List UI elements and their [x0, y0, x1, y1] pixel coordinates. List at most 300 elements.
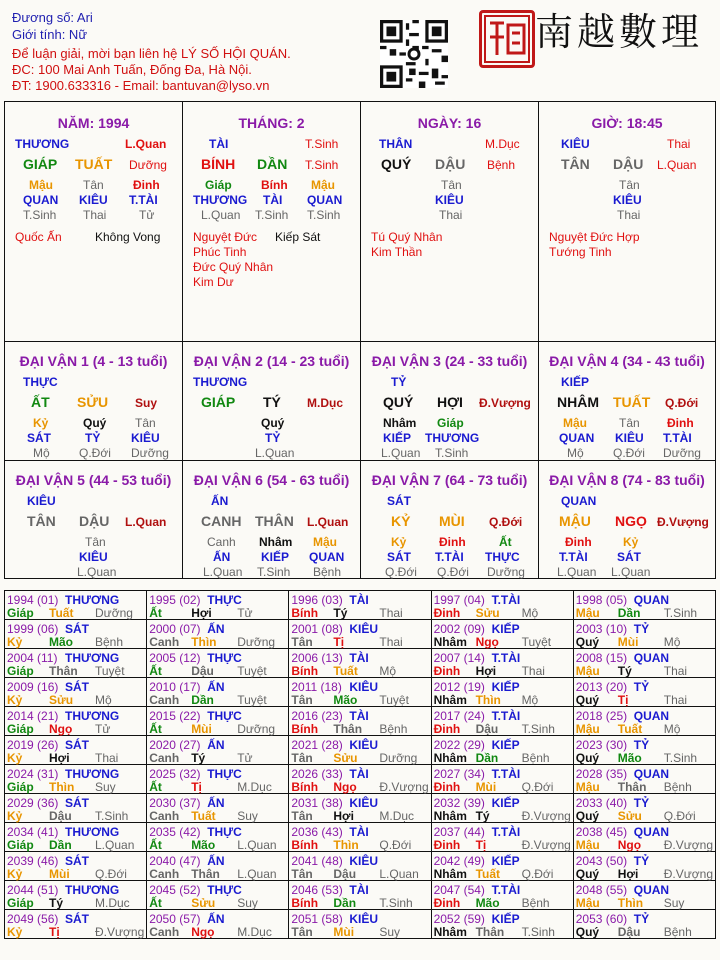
year-god: KIẾP: [491, 854, 520, 868]
year-branch: Tị: [49, 925, 60, 939]
year-cell: [573, 649, 715, 678]
year-cell: [5, 881, 147, 910]
dai-van-god: KIÊU: [27, 494, 56, 508]
year-branch: Ngọ: [617, 838, 642, 852]
pillar-god: TÀI: [209, 137, 229, 151]
year-stem: Canh: [149, 925, 180, 939]
chart-header: [0, 0, 720, 100]
year-branch: Tý: [333, 606, 348, 620]
hidden-state: L.Quan: [557, 565, 597, 579]
special-star: Không Vong: [95, 230, 161, 244]
year-label: 1999 (06): [7, 622, 59, 636]
dai-van-branch: HỢI: [437, 394, 463, 410]
year-cell: [289, 678, 431, 707]
year-branch: Thìn: [49, 780, 75, 794]
year-cell: [147, 823, 289, 852]
dai-van-title: ĐẠI VẬN 4 (34 - 43 tuổi): [549, 353, 705, 369]
year-branch: Tị: [191, 780, 202, 794]
year-state: Mộ: [663, 722, 681, 736]
pillar-branch-state: L.Quan: [657, 158, 697, 172]
dai-van-god: KIẾP: [561, 375, 590, 389]
hidden-god: TÀI: [263, 193, 283, 207]
hidden-god: T.TÀI: [129, 193, 158, 207]
year-state: M.Dục: [237, 925, 272, 939]
year-branch: Mão: [191, 838, 216, 852]
year-god: THƯƠNG: [65, 767, 120, 781]
year-state: L.Quan: [95, 838, 135, 852]
year-cell: [5, 736, 147, 765]
year-cell: [573, 852, 715, 881]
year-stem: Tân: [291, 925, 313, 939]
year-label: 2039 (46): [7, 854, 59, 868]
year-god: SÁT: [65, 854, 89, 868]
pillar-title: NGÀY: 16: [417, 115, 482, 131]
year-branch: Thân: [191, 867, 220, 881]
pillar-god: THÂN: [379, 137, 413, 151]
year-state: Dưỡng: [237, 635, 276, 649]
year-branch: Dậu: [475, 722, 499, 736]
year-state: Thai: [95, 751, 119, 765]
special-star: Kim Thần: [371, 245, 423, 259]
year-stem: Quý: [575, 925, 600, 939]
year-state: Tuyệt: [379, 693, 409, 707]
year-stem: Bính: [291, 780, 319, 794]
year-god: T.TÀI: [491, 709, 521, 723]
hidden-god: SÁT: [27, 431, 51, 445]
year-stem: Nhâm: [433, 751, 467, 765]
year-state: Tuyệt: [237, 664, 267, 678]
year-god: ẤN: [207, 854, 225, 868]
year-branch: Ngọ: [191, 925, 215, 939]
year-stem: Mậu: [575, 780, 600, 794]
pillar-title: GIỜ: 18:45: [591, 115, 663, 131]
year-state: Tử: [237, 606, 253, 620]
year-stem: Tân: [291, 693, 313, 707]
year-label: 2010 (17): [149, 680, 201, 694]
year-stem: Kỷ: [7, 925, 23, 939]
year-god: TÀI: [349, 767, 369, 781]
pillar-title: THÁNG: 2: [238, 115, 305, 131]
year-label: 2046 (53): [291, 883, 343, 897]
special-star: Nguyệt Đức: [193, 230, 258, 244]
hidden-stem: Bính: [261, 178, 288, 192]
pillar-god-right: L.Quan: [125, 137, 167, 151]
hidden-stem: Mậu: [29, 178, 53, 192]
hidden-state: T.Sinh: [23, 208, 57, 222]
year-cell: [573, 736, 715, 765]
hidden-state: Dưỡng: [663, 446, 701, 460]
year-cell: [5, 852, 147, 881]
hidden-stem: Tân: [441, 178, 462, 192]
year-cell: [147, 678, 289, 707]
dai-van-branch: TÝ: [263, 394, 281, 410]
hidden-stem: Tân: [83, 178, 104, 192]
dai-van-state: Đ.Vượng: [479, 396, 531, 410]
year-branch: Hợi: [49, 751, 70, 765]
year-state: Mộ: [663, 635, 681, 649]
year-label: 2051 (58): [291, 912, 343, 926]
year-stem: Giáp: [7, 896, 34, 910]
year-label: 2023 (30): [575, 738, 628, 752]
dai-van-branch: THÂN: [255, 513, 294, 529]
year-stem: Tân: [291, 751, 313, 765]
year-state: T.Sinh: [379, 896, 413, 910]
year-state: Q.Đới: [379, 838, 412, 852]
hidden-god: KIÊU: [435, 193, 464, 207]
year-branch: Dậu: [333, 867, 357, 881]
year-branch: Dậu: [191, 664, 214, 678]
hidden-god: THƯƠNG: [193, 193, 248, 207]
year-stem: Đinh: [433, 780, 461, 794]
year-label: 2018 (25): [575, 709, 628, 723]
year-stem: Quý: [575, 693, 600, 707]
year-state: Bệnh: [379, 722, 408, 736]
year-cell: [431, 765, 573, 794]
year-branch: Tý: [191, 751, 206, 765]
year-cell: [431, 881, 573, 910]
year-label: 1998 (05): [575, 593, 628, 607]
year-label: 2048 (55): [575, 883, 628, 897]
year-label: 2003 (10): [575, 622, 628, 636]
year-branch: Sửu: [617, 809, 642, 823]
year-stem: Nhâm: [433, 635, 467, 649]
dai-van-god: SÁT: [387, 494, 411, 508]
pillar-stem: QUÝ: [381, 156, 412, 172]
hidden-stem: Giáp: [205, 178, 232, 192]
year-stem: Giáp: [7, 838, 34, 852]
year-branch: Mão: [617, 751, 642, 765]
pillar-month: [183, 102, 361, 342]
year-state: Tuyệt: [521, 635, 552, 649]
year-god: TÀI: [349, 825, 369, 839]
year-branch: Tý: [475, 809, 490, 823]
year-label: 2038 (45): [575, 825, 628, 839]
hidden-stem: Tân: [619, 178, 640, 192]
hidden-state: Thai: [83, 208, 107, 222]
year-label: 2053 (60): [575, 912, 628, 926]
year-branch: Dần: [191, 693, 214, 707]
year-cell: [573, 591, 715, 620]
year-god: TỶ: [633, 912, 650, 926]
year-state: L.Quan: [237, 867, 277, 881]
year-branch: Hợi: [191, 606, 212, 620]
special-star: Nguyệt Đức Hợp: [549, 230, 640, 244]
table-row: [5, 910, 716, 939]
year-god: THƯƠNG: [65, 709, 120, 723]
hidden-state: L.Quan: [611, 565, 651, 579]
year-state: Bệnh: [663, 780, 692, 794]
dai-van-branch: MÙI: [439, 513, 465, 529]
year-branch: Hợi: [333, 809, 354, 823]
year-state: Tử: [95, 722, 111, 736]
dai-van-branch: SỬU: [77, 394, 109, 410]
hidden-god: KIẾP: [383, 431, 412, 445]
special-star: Tướng Tinh: [549, 245, 612, 259]
year-label: 1995 (02): [149, 593, 201, 607]
year-branch: Tuất: [333, 664, 358, 678]
year-god: THỰC: [207, 825, 242, 839]
year-god: TÀI: [349, 651, 369, 665]
hidden-god: THƯƠNG: [425, 431, 480, 445]
year-stem: Bính: [291, 896, 319, 910]
year-cell: [147, 881, 289, 910]
year-stem: Quý: [575, 809, 600, 823]
hidden-god: QUAN: [307, 193, 343, 207]
year-stem: Đinh: [433, 722, 461, 736]
hidden-stem: Đinh: [133, 178, 160, 192]
year-stem: Ất: [149, 780, 162, 794]
special-star: Kiếp Sát: [275, 230, 321, 244]
year-label: 2009 (16): [7, 680, 59, 694]
year-branch: Mùi: [333, 925, 355, 939]
year-god: THƯƠNG: [65, 825, 120, 839]
year-branch: Thìn: [191, 635, 217, 649]
year-state: Bệnh: [521, 896, 550, 910]
hidden-state: Thai: [439, 208, 463, 222]
year-label: 2044 (51): [7, 883, 59, 897]
table-row: [5, 649, 716, 678]
year-god: TỶ: [633, 738, 650, 752]
hidden-god: ẤN: [213, 550, 231, 564]
year-cell: [5, 765, 147, 794]
year-stem: Nhâm: [433, 693, 467, 707]
year-label: 2049 (56): [7, 912, 59, 926]
year-god: THƯƠNG: [65, 651, 120, 665]
hidden-state: Mộ: [567, 446, 584, 460]
year-cell: [289, 881, 431, 910]
year-state: Bệnh: [95, 635, 124, 649]
hidden-god: THỰC: [485, 550, 520, 564]
year-stem: Canh: [149, 867, 180, 881]
year-cell: [147, 852, 289, 881]
year-label: 2014 (21): [7, 709, 59, 723]
year-cell: [431, 707, 573, 736]
year-stem: Tân: [291, 809, 313, 823]
dai-van-stem: CANH: [201, 513, 242, 529]
year-cell: [147, 591, 289, 620]
table-row: [5, 823, 716, 852]
year-label: 2020 (27): [149, 738, 201, 752]
pillar-god-right: M.Dục: [485, 137, 520, 151]
year-label: 2001 (08): [291, 622, 343, 636]
year-cell: [147, 649, 289, 678]
pillar-branch-state: Dưỡng: [129, 158, 167, 172]
year-branch: Ngọ: [49, 722, 73, 736]
year-label: 2040 (47): [149, 854, 201, 868]
year-stem: Bính: [291, 838, 319, 852]
dai-van-god: ẤN: [211, 494, 229, 508]
dai-van-stem: NHÂM: [557, 394, 599, 410]
year-label: 2008 (15): [575, 651, 628, 665]
year-stem: Quý: [575, 867, 600, 881]
year-state: M.Dục: [95, 896, 130, 910]
year-branch: Dậu: [617, 925, 641, 939]
year-stem: Đinh: [433, 896, 461, 910]
year-branch: Mão: [475, 896, 500, 910]
year-stem: Đinh: [433, 838, 461, 852]
hidden-state: Q.Đới: [385, 565, 417, 579]
year-god: KIÊU: [349, 738, 379, 752]
table-row: [5, 794, 716, 823]
year-label: 2021 (28): [291, 738, 343, 752]
year-state: Suy: [379, 925, 401, 939]
hidden-state: T.Sinh: [435, 446, 469, 460]
year-label: 2037 (44): [433, 825, 485, 839]
year-stem: Giáp: [7, 780, 34, 794]
year-god: THỰC: [207, 709, 242, 723]
year-god: THỰC: [207, 651, 242, 665]
year-god: KIẾP: [491, 738, 520, 752]
dai-van-6: [183, 461, 361, 578]
year-stem: Mậu: [575, 722, 600, 736]
year-god: KIÊU: [349, 854, 379, 868]
year-cell: [573, 910, 715, 939]
year-cell: [5, 649, 147, 678]
year-stem: Nhâm: [433, 809, 467, 823]
year-cell: [431, 794, 573, 823]
hidden-state: Q.Đới: [437, 565, 469, 579]
year-label: 2029 (36): [7, 796, 59, 810]
year-stem: Bính: [291, 606, 319, 620]
year-label: 2006 (13): [291, 651, 343, 665]
year-god: ẤN: [207, 796, 225, 810]
year-state: Suy: [663, 896, 685, 910]
year-branch: Tý: [49, 896, 64, 910]
hidden-stem: Mậu: [313, 535, 337, 549]
year-label: 2025 (32): [149, 767, 201, 781]
year-cell: [431, 591, 573, 620]
year-label: 2047 (54): [433, 883, 485, 897]
year-cell: [431, 736, 573, 765]
year-god: TÀI: [349, 883, 369, 897]
year-state: Đ.Vượng: [663, 867, 714, 881]
year-god: T.TÀI: [491, 651, 521, 665]
year-cell: [289, 823, 431, 852]
hidden-stem: Tân: [135, 416, 156, 430]
pillar-god-right: T.Sinh: [305, 137, 339, 151]
year-stem: Canh: [149, 635, 180, 649]
year-cell: [573, 678, 715, 707]
year-label: 2034 (41): [7, 825, 59, 839]
hidden-stem: Canh: [207, 535, 236, 549]
dai-van-stem: MẬU: [559, 513, 591, 529]
year-branch: Hợi: [475, 664, 497, 678]
year-branch: Dần: [617, 606, 641, 620]
year-god: QUAN: [633, 825, 670, 839]
pillar-stem: BÍNH: [201, 156, 236, 172]
hidden-state: T.Sinh: [257, 565, 291, 579]
year-label: 2030 (37): [149, 796, 201, 810]
year-state: Q.Đới: [521, 867, 554, 881]
year-cell: [5, 591, 147, 620]
year-branch: Thìn: [617, 896, 644, 910]
dai-van-branch: DẬU: [79, 513, 110, 529]
year-label: 1994 (01): [7, 593, 59, 607]
year-cell: [289, 649, 431, 678]
hidden-stem: Tân: [85, 535, 106, 549]
year-label: 2002 (09): [433, 622, 485, 636]
year-god: TÀI: [349, 709, 369, 723]
hidden-god: T.TÀI: [663, 431, 692, 445]
hidden-state: T.Sinh: [307, 208, 341, 222]
year-cell: [5, 794, 147, 823]
year-branch: Sửu: [191, 896, 216, 910]
year-god: QUAN: [633, 709, 670, 723]
contact-invite: Để luận giải, mời bạn liên hệ LÝ SỐ HỘI QUÁN.: [12, 46, 291, 61]
year-god: KIÊU: [349, 796, 379, 810]
hidden-god: KIẾP: [261, 550, 290, 564]
hidden-god: QUAN: [309, 550, 345, 564]
hidden-state: T.Sinh: [255, 208, 289, 222]
dai-van-title: ĐẠI VẬN 3 (24 - 33 tuổi): [371, 353, 528, 369]
hidden-stem: Quý: [83, 416, 107, 430]
dai-van-title: ĐẠI VẬN 1 (4 - 13 tuổi): [19, 353, 168, 369]
hidden-stem: Nhâm: [259, 535, 293, 549]
year-stem: Tân: [291, 635, 313, 649]
dai-van-stem: ẤT: [31, 394, 50, 410]
hidden-state: Dưỡng: [487, 565, 525, 579]
year-branch: Tị: [475, 838, 487, 852]
year-god: THỰC: [207, 767, 242, 781]
pillar-stem: GIÁP: [23, 156, 58, 172]
table-row: [5, 620, 716, 649]
pillar-title: NĂM: 1994: [57, 115, 130, 131]
table-row: [5, 765, 716, 794]
table-row: [5, 678, 716, 707]
year-stem: Canh: [149, 751, 180, 765]
year-branch: Thìn: [333, 838, 359, 852]
year-god: SÁT: [65, 912, 89, 926]
pillar-branch: TUẤT: [75, 156, 113, 172]
year-state: Đ.Vượng: [95, 925, 145, 939]
year-label: 2045 (52): [149, 883, 201, 897]
year-god: KIÊU: [349, 680, 379, 694]
pillar-branch-state: T.Sinh: [305, 158, 339, 172]
year-branch: Thân: [617, 780, 647, 794]
year-stem: Kỷ: [7, 751, 23, 765]
year-stem: Nhâm: [433, 867, 467, 881]
year-god: QUAN: [633, 883, 670, 897]
year-label: 2017 (24): [433, 709, 485, 723]
year-label: 2050 (57): [149, 912, 201, 926]
year-state: Tuyệt: [237, 693, 267, 707]
year-stem: Ất: [149, 838, 162, 852]
year-label: 2028 (35): [575, 767, 628, 781]
year-state: Mộ: [521, 606, 539, 620]
year-cell: [431, 910, 573, 939]
dai-van-state: Đ.Vượng: [657, 515, 709, 529]
hidden-god: T.TÀI: [559, 550, 588, 564]
year-branch: Tuất: [475, 867, 501, 881]
year-god: SÁT: [65, 796, 89, 810]
year-cell: [147, 620, 289, 649]
pillar-god: THƯƠNG: [15, 137, 70, 151]
year-label: 2035 (42): [149, 825, 201, 839]
year-branch: Dần: [475, 751, 499, 765]
year-stem: Mậu: [575, 664, 600, 678]
hidden-state: L.Quan: [255, 446, 295, 460]
hidden-state: Q.Đới: [613, 446, 645, 460]
year-branch: Dậu: [49, 809, 72, 823]
hidden-god: QUAN: [23, 193, 59, 207]
year-branch: Tý: [617, 664, 632, 678]
year-label: 2033 (40): [575, 796, 628, 810]
dai-van-god: THƯƠNG: [193, 375, 248, 389]
hidden-state: Tử: [139, 208, 155, 222]
year-cell: [5, 620, 147, 649]
hidden-god: KIÊU: [131, 431, 160, 445]
year-god: T.TÀI: [491, 767, 521, 781]
